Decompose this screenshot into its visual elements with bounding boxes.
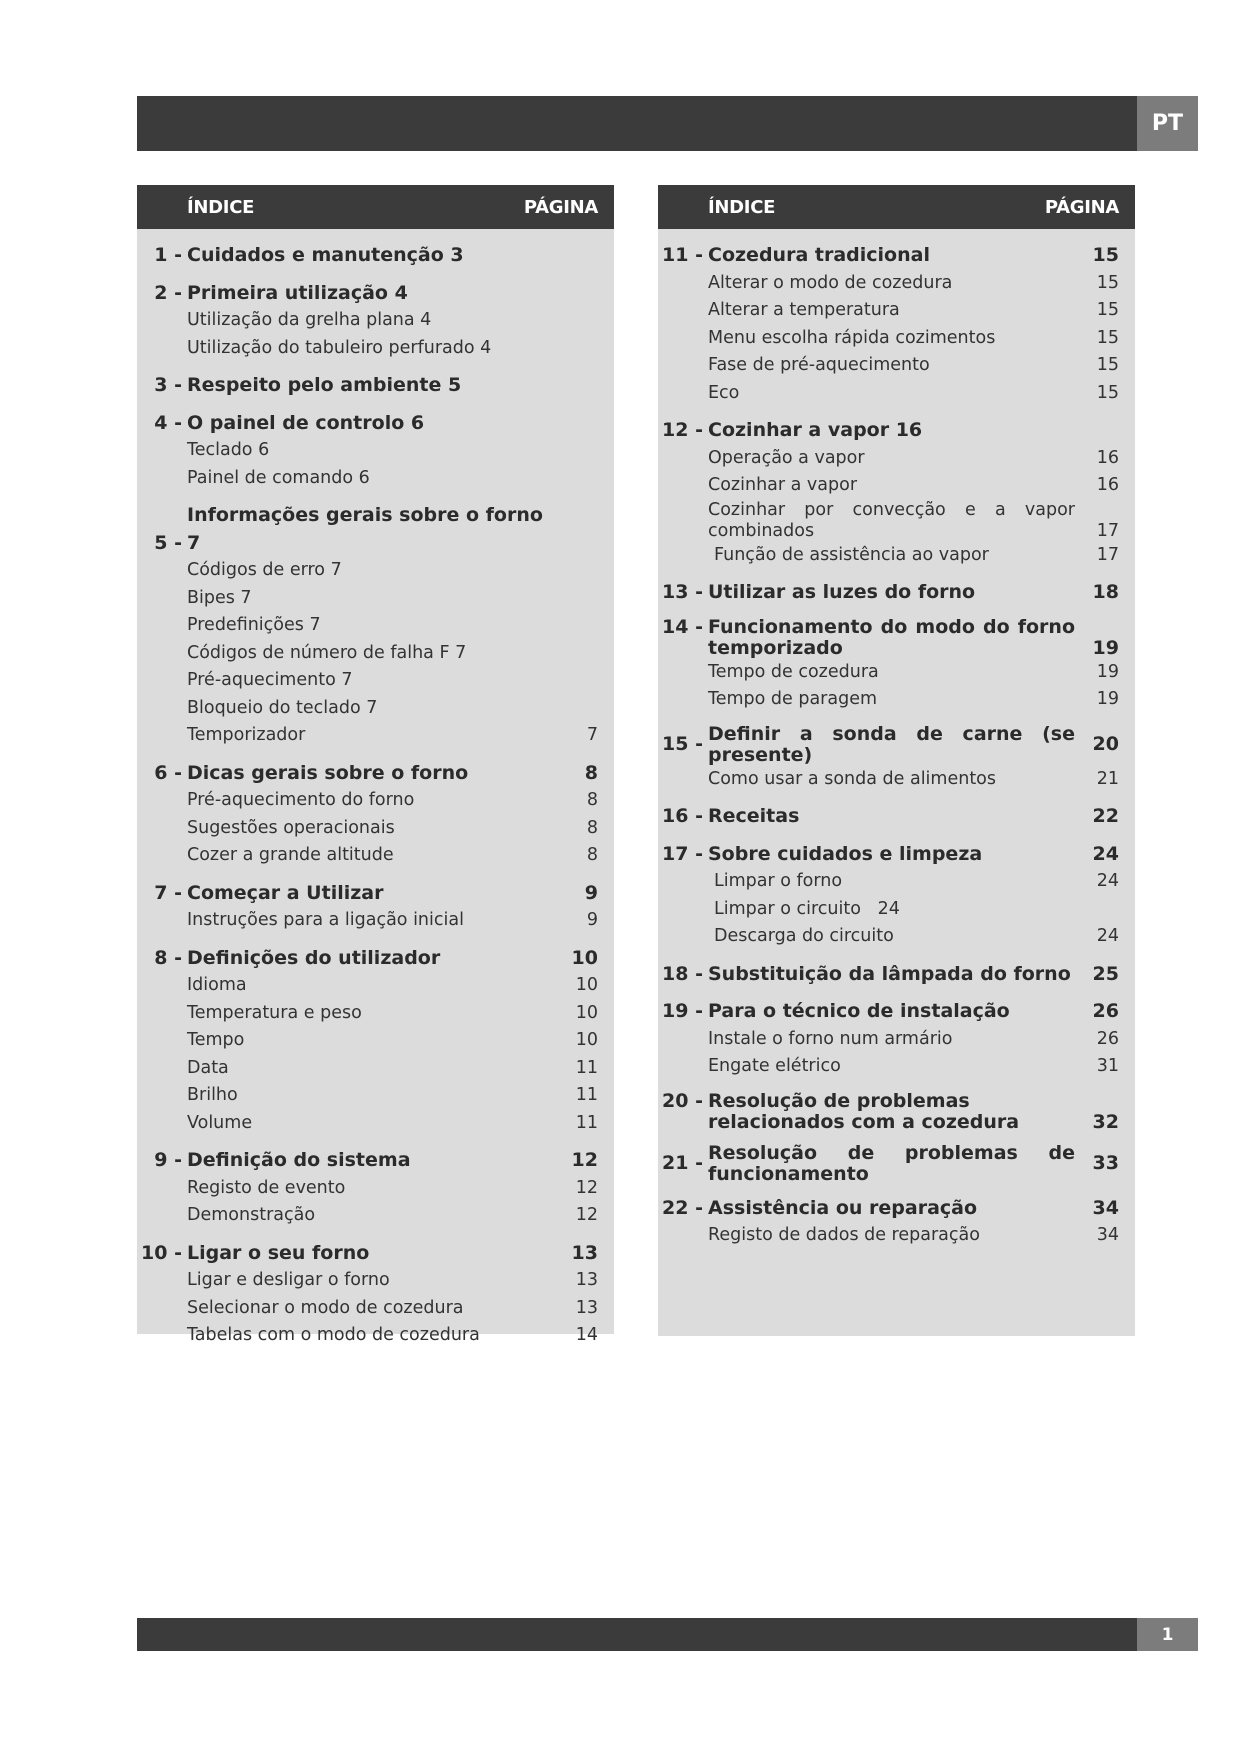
toc-entry[interactable]	[137, 945, 614, 973]
toc-entry[interactable]	[658, 1091, 1135, 1133]
section-title: Cozedura tradicional	[708, 244, 930, 266]
section-page: 19	[1092, 636, 1119, 659]
subentry-label: Temporizador	[187, 725, 306, 745]
subentry-label: Bipes 7	[187, 587, 252, 608]
toc-subentry[interactable]	[658, 542, 1135, 570]
section-page: 10	[571, 946, 598, 969]
page-column-title: PÁGINA	[523, 196, 598, 218]
toc-subentry[interactable]	[137, 465, 614, 493]
subentry-label: Tempo de paragem	[708, 689, 878, 709]
subentry-label: Predefinições 7	[187, 615, 321, 635]
toc-section	[658, 841, 1135, 951]
toc-section	[658, 1195, 1135, 1250]
toc-subentry[interactable]	[137, 1027, 614, 1055]
subentry-label: Temperatura e peso	[187, 1002, 362, 1023]
section-title: Assistência ou reparação	[708, 1196, 978, 1219]
subentry-label: Limpar o circuito 24	[714, 898, 900, 919]
subentry-label: Tabelas com o modo de cozedura	[187, 1325, 480, 1345]
toc-subentry[interactable]	[137, 1055, 614, 1083]
toc-section	[658, 579, 1135, 607]
section-title: Receitas	[708, 805, 800, 827]
subentry-page: 10	[575, 1030, 598, 1050]
footer-bar	[137, 1618, 1137, 1651]
section-page: 32	[1092, 1110, 1119, 1133]
subentry-page: 15	[1096, 272, 1119, 293]
section-page: 12	[571, 1149, 598, 1171]
subentry-page: 17	[1096, 520, 1119, 541]
toc-subentry[interactable]	[137, 585, 614, 613]
subentry-page: 19	[1096, 689, 1119, 709]
toc-subentry[interactable]	[658, 270, 1135, 298]
toc-subentry[interactable]	[137, 695, 614, 723]
toc-entry[interactable]	[137, 760, 614, 788]
toc-section	[658, 724, 1135, 794]
subentry-label: Bloqueio do teclado 7	[187, 697, 378, 718]
section-title: Definir a sonda de carne (se presente)	[708, 722, 1075, 766]
section-page: 8	[584, 761, 598, 784]
subentry-page: 11	[575, 1112, 598, 1133]
subentry-label: Códigos de erro 7	[187, 560, 342, 580]
section-title: Começar a Utilizar	[187, 881, 384, 904]
toc-subentry[interactable]	[137, 972, 614, 1000]
section-number: 9 -	[154, 1149, 182, 1171]
subentry-label: Registo de evento	[187, 1177, 346, 1198]
toc-subentry[interactable]	[658, 445, 1135, 473]
toc-subentry[interactable]	[137, 1295, 614, 1323]
section-number: 18 -	[662, 962, 703, 985]
toc-subentry[interactable]	[137, 612, 614, 640]
toc-section	[137, 410, 614, 493]
subentry-page: 26	[1096, 1028, 1119, 1049]
section-number: 2 -	[154, 281, 182, 304]
section-number: 7 -	[154, 881, 182, 904]
subentry-label: Pré-aquecimento do forno	[187, 790, 415, 810]
index-column-title: ÍNDICE	[708, 196, 776, 218]
subentry-page: 7	[586, 725, 598, 745]
toc-subentry[interactable]	[137, 787, 614, 815]
subentry-page: 12	[575, 1177, 598, 1198]
toc-section	[137, 880, 614, 935]
toc-section	[137, 502, 614, 750]
subentry-page: 12	[575, 1205, 598, 1225]
section-title: Substituição da lâmpada do forno	[708, 962, 1071, 985]
section-number: 3 -	[154, 374, 182, 396]
section-title: Cuidados e manutenção 3	[187, 244, 464, 266]
toc-section	[137, 280, 614, 363]
section-number: 16 -	[662, 805, 703, 827]
subentry-page: 13	[575, 1270, 598, 1290]
section-number: 19 -	[662, 1000, 703, 1022]
subentry-label: Códigos de número de falha F 7	[187, 642, 467, 663]
subentry-page: 15	[1096, 382, 1119, 403]
subentry-label: Fase de pré-aquecimento	[708, 355, 930, 375]
toc-entry[interactable]	[137, 502, 614, 557]
toc-header-right	[658, 185, 1135, 229]
section-title: Definições do utilizador	[187, 946, 441, 969]
subentry-page: 8	[586, 790, 598, 810]
section-title: Cozinhar a vapor 16	[708, 419, 923, 441]
subentry-label: Idioma	[187, 975, 247, 995]
section-title: Primeira utilização 4	[187, 281, 408, 304]
page-column-title: PÁGINA	[1044, 196, 1119, 218]
section-number: 6 -	[154, 761, 182, 784]
section-title: Informações gerais sobre o forno 7	[187, 504, 543, 554]
toc-entry[interactable]	[137, 1240, 614, 1268]
toc-section	[137, 760, 614, 870]
section-page: 24	[1092, 842, 1119, 865]
toc-subentry[interactable]	[658, 352, 1135, 380]
toc-section	[137, 1240, 614, 1350]
toc-section	[658, 1091, 1135, 1133]
subentry-label: Instruções para a ligação inicial	[187, 910, 464, 930]
section-title: Resolução de problemas relacionados com a cozedura	[708, 1089, 1020, 1133]
toc-subentry[interactable]	[658, 686, 1135, 714]
subentry-label: Alterar a temperatura	[708, 300, 900, 320]
subentry-page: 13	[575, 1297, 598, 1318]
section-number: 1 -	[154, 244, 182, 266]
subentry-page: 8	[586, 817, 598, 838]
section-title: Funcionamento do modo do forno temporizado	[708, 615, 1075, 659]
subentry-label: Data	[187, 1057, 229, 1078]
section-number: 22 -	[662, 1196, 703, 1219]
toc-subentry[interactable]	[137, 557, 614, 585]
toc-section	[658, 803, 1135, 831]
toc-section	[658, 617, 1135, 714]
toc-section	[658, 1143, 1135, 1185]
toc-subentry[interactable]	[137, 335, 614, 363]
subentry-label: Limpar o forno	[714, 871, 843, 891]
subentry-label: Menu escolha rápida cozimentos	[708, 327, 996, 348]
toc-subentry[interactable]	[658, 325, 1135, 353]
subentry-label: Teclado 6	[187, 440, 270, 460]
subentry-page: 15	[1096, 327, 1119, 348]
toc-section	[658, 998, 1135, 1081]
subentry-label: Selecionar o modo de cozedura	[187, 1297, 464, 1318]
subentry-label: Engate elétrico	[708, 1056, 841, 1076]
toc-subentry[interactable]	[137, 640, 614, 668]
toc-subentry[interactable]	[137, 842, 614, 870]
section-page: 18	[1092, 581, 1119, 603]
toc-subentry[interactable]	[658, 1026, 1135, 1054]
toc-panel-right	[658, 185, 1135, 1336]
subentry-label: Como usar a sonda de alimentos	[708, 768, 997, 789]
toc-section	[658, 961, 1135, 989]
section-number: 8 -	[154, 946, 182, 969]
section-title: O painel de controlo 6	[187, 411, 425, 434]
toc-entry[interactable]	[137, 1147, 614, 1175]
section-title: Para o técnico de instalação	[708, 1000, 1010, 1022]
toc-subentry[interactable]	[137, 1322, 614, 1350]
section-title: Respeito pelo ambiente 5	[187, 374, 462, 396]
toc-section	[658, 417, 1135, 569]
subentry-page: 9	[586, 910, 598, 930]
toc-list-left	[137, 229, 614, 1350]
page-number: 1	[1137, 1618, 1198, 1651]
section-number: 13 -	[662, 581, 703, 603]
section-number: 17 -	[662, 842, 703, 865]
toc-entry[interactable]	[658, 961, 1135, 989]
section-number: 15 -	[662, 733, 703, 755]
subentry-label: Volume	[187, 1112, 253, 1133]
toc-subentry[interactable]	[658, 1053, 1135, 1081]
subentry-page: 16	[1096, 475, 1119, 495]
subentry-label: Alterar o modo de cozedura	[708, 272, 953, 293]
subentry-page: 15	[1096, 300, 1119, 320]
toc-panel-left	[137, 185, 614, 1345]
subentry-page: 8	[586, 845, 598, 865]
toc-subentry[interactable]	[137, 722, 614, 750]
toc-entry[interactable]	[658, 1143, 1135, 1185]
subentry-label: Registo de dados de reparação	[708, 1225, 980, 1245]
toc-entry[interactable]	[658, 998, 1135, 1026]
toc-section	[137, 945, 614, 1138]
subentry-label: Instale o forno num armário	[708, 1028, 953, 1049]
subentry-label: Utilização da grelha plana 4	[187, 310, 432, 330]
section-number: 11 -	[662, 244, 703, 266]
subentry-label: Tempo	[187, 1030, 245, 1050]
toc-entry[interactable]	[658, 242, 1135, 270]
section-page: 15	[1092, 244, 1119, 266]
section-title: Sobre cuidados e limpeza	[708, 842, 983, 865]
toc-subentry[interactable]	[137, 907, 614, 935]
subentry-label: Tempo de cozedura	[708, 661, 879, 682]
subentry-label: Função de assistência ao vapor	[714, 544, 989, 565]
subentry-page: 11	[575, 1085, 598, 1105]
toc-subentry[interactable]	[137, 437, 614, 465]
subentry-page: 24	[1096, 926, 1119, 946]
section-number: 5 -	[154, 531, 182, 554]
section-page: 9	[584, 881, 598, 904]
toc-entry[interactable]	[137, 880, 614, 908]
section-title: Definição do sistema	[187, 1149, 411, 1171]
subentry-label: Sugestões operacionais	[187, 817, 395, 838]
subentry-label: Descarga do circuito	[714, 926, 894, 946]
toc-entry[interactable]	[658, 724, 1135, 766]
subentry-label: Eco	[708, 382, 740, 403]
subentry-label: Operação a vapor	[708, 447, 865, 468]
toc-section	[658, 242, 1135, 407]
subentry-label: Utilização do tabuleiro perfurado 4	[187, 337, 492, 358]
section-title: Dicas gerais sobre o forno	[187, 761, 469, 784]
toc-subentry[interactable]	[137, 1202, 614, 1230]
toc-entry[interactable]	[658, 617, 1135, 659]
toc-subentry[interactable]	[137, 1110, 614, 1138]
language-tab: PT	[1137, 96, 1198, 151]
section-number: 10 -	[141, 1241, 182, 1264]
toc-header-left	[137, 185, 614, 229]
toc-subentry[interactable]	[137, 1175, 614, 1203]
section-page: 13	[571, 1241, 598, 1264]
toc-entry[interactable]	[137, 280, 614, 308]
subentry-label: Pré-aquecimento 7	[187, 670, 353, 690]
toc-subentry[interactable]	[658, 1222, 1135, 1250]
toc-subentry[interactable]	[658, 472, 1135, 500]
section-page: 33	[1092, 1152, 1119, 1174]
toc-entry[interactable]	[137, 242, 614, 270]
toc-subentry[interactable]	[658, 766, 1135, 794]
toc-section	[137, 242, 614, 270]
toc-entry[interactable]	[658, 841, 1135, 869]
toc-subentry[interactable]	[137, 1082, 614, 1110]
toc-subentry[interactable]	[137, 667, 614, 695]
header-bar	[137, 96, 1137, 151]
subentry-page: 21	[1096, 768, 1119, 789]
subentry-label: Cozinhar por convecção e a vapor combinados	[708, 499, 1075, 541]
section-page: 25	[1092, 962, 1119, 985]
subentry-label: Painel de comando 6	[187, 467, 370, 488]
subentry-label: Brilho	[187, 1085, 238, 1105]
section-number: 4 -	[154, 411, 182, 434]
subentry-page: 10	[575, 1002, 598, 1023]
subentry-page: 24	[1096, 871, 1119, 891]
section-title: Ligar o seu forno	[187, 1241, 370, 1264]
subentry-page: 31	[1096, 1056, 1119, 1076]
section-page: 22	[1092, 805, 1119, 827]
section-number: 12 -	[662, 419, 703, 441]
section-page: 20	[1092, 733, 1119, 755]
section-number: 14 -	[662, 615, 703, 638]
subentry-page: 19	[1096, 661, 1119, 682]
subentry-page: 11	[575, 1057, 598, 1078]
section-title: Resolução de problemas de funcionamento	[708, 1141, 1075, 1185]
toc-entry[interactable]	[137, 372, 614, 400]
toc-section	[137, 1147, 614, 1230]
subentry-label: Cozer a grande altitude	[187, 845, 394, 865]
toc-subentry[interactable]	[658, 297, 1135, 325]
subentry-page: 10	[575, 975, 598, 995]
toc-entry[interactable]	[658, 417, 1135, 445]
toc-subentry[interactable]	[658, 380, 1135, 408]
subentry-label: Cozinhar a vapor	[708, 475, 858, 495]
subentry-page: 17	[1096, 544, 1119, 565]
section-number: 20 -	[662, 1089, 703, 1112]
toc-section	[137, 372, 614, 400]
toc-entry[interactable]	[137, 410, 614, 438]
subentry-page: 16	[1096, 447, 1119, 468]
toc-entry[interactable]	[658, 803, 1135, 831]
toc-subentry[interactable]	[658, 923, 1135, 951]
subentry-label: Ligar e desligar o forno	[187, 1270, 390, 1290]
toc-list-right	[658, 229, 1135, 1250]
toc-subentry[interactable]	[137, 307, 614, 335]
toc-entry[interactable]	[658, 1195, 1135, 1223]
section-title: Utilizar as luzes do forno	[708, 581, 976, 603]
subentry-label: Demonstração	[187, 1205, 316, 1225]
section-page: 34	[1092, 1196, 1119, 1219]
toc-subentry[interactable]	[658, 500, 1135, 542]
subentry-page: 34	[1096, 1225, 1119, 1245]
toc-subentry[interactable]	[658, 659, 1135, 687]
subentry-page: 15	[1096, 355, 1119, 375]
toc-subentry[interactable]	[137, 815, 614, 843]
toc-subentry[interactable]	[658, 896, 1135, 924]
toc-subentry[interactable]	[137, 1000, 614, 1028]
subentry-page: 14	[575, 1325, 598, 1345]
index-column-title: ÍNDICE	[187, 196, 255, 218]
toc-subentry[interactable]	[137, 1267, 614, 1295]
section-page: 26	[1092, 1000, 1119, 1022]
toc-subentry[interactable]	[658, 868, 1135, 896]
section-number: 21 -	[662, 1152, 703, 1174]
toc-entry[interactable]	[658, 579, 1135, 607]
